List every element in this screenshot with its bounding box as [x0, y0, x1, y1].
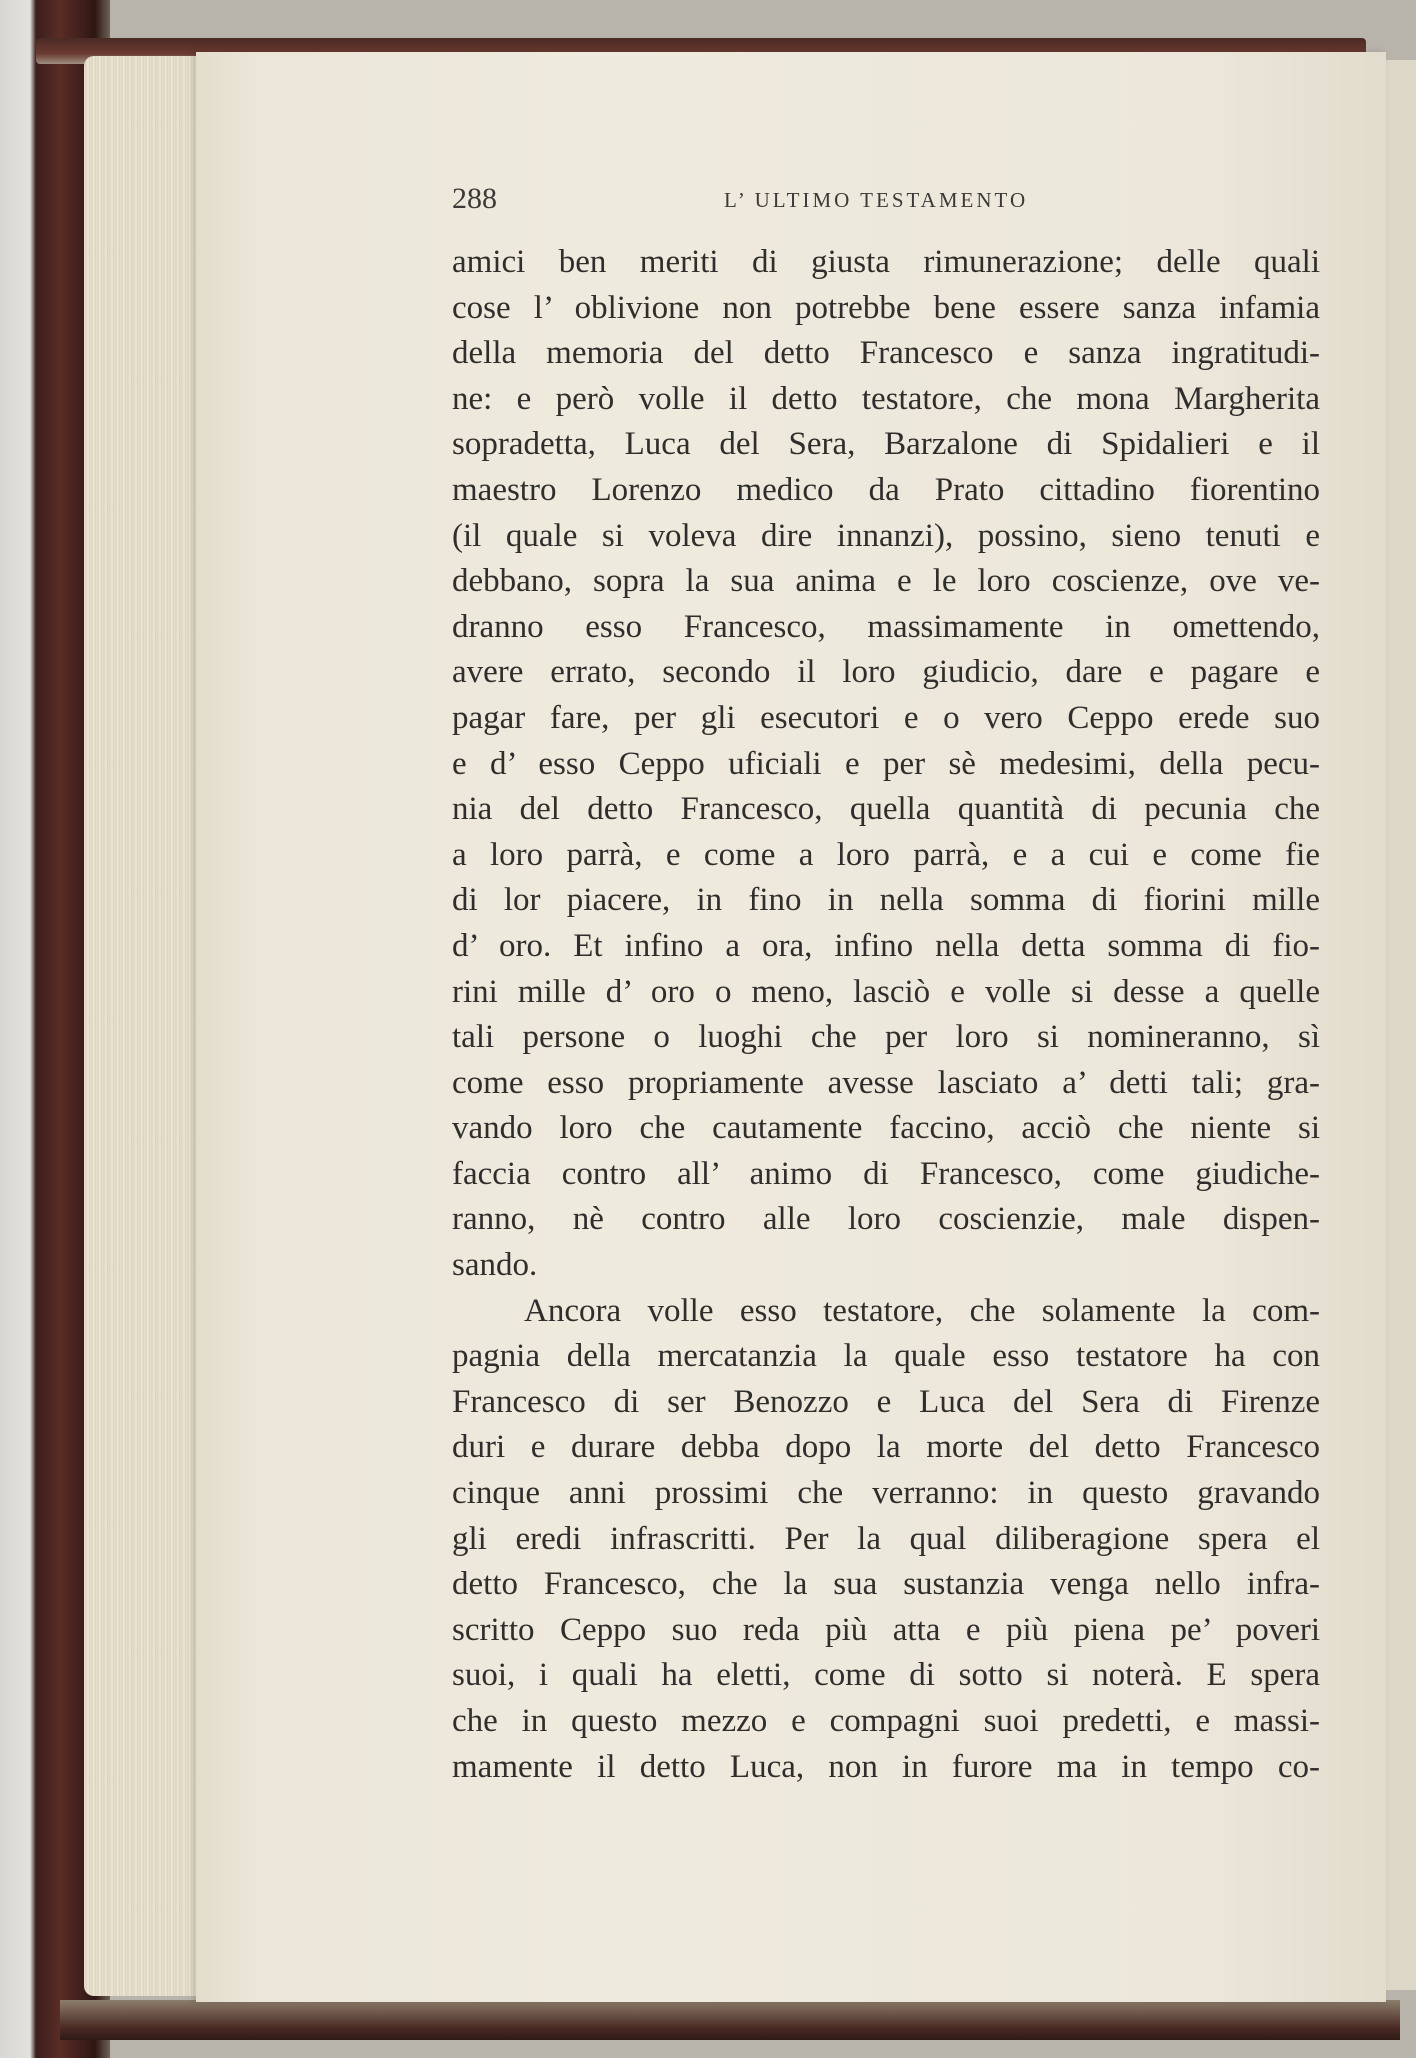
text-line: debbano, sopra la sua anima e le loro coscienze, ove ve-: [452, 563, 1320, 600]
book-binding-bottom: [60, 2000, 1400, 2040]
text-line: sopradetta, Luca del Sera, Barzalone di Spidalieri e il: [452, 426, 1320, 463]
text-line: Francesco di ser Benozzo e Luca del Sera di Firenze: [452, 1383, 1320, 1420]
text-line: rini mille d’ oro o meno, lasciò e volle si desse a quelle: [452, 973, 1320, 1010]
page-edges: [84, 56, 204, 1996]
running-title: L’ ULTIMO TESTAMENTO: [724, 188, 1029, 212]
text-line: scritto Ceppo suo reda più atta e più piena pe’ poveri: [452, 1611, 1320, 1648]
paragraph-2: [452, 1289, 1320, 1791]
text-line: suoi, i quali ha eletti, come di sotto si noterà. E spera: [452, 1657, 1320, 1694]
text-line: a loro parrà, e come a loro parrà, e a cui e come fie: [452, 836, 1320, 873]
text-line: nia del detto Francesco, quella quantità di pecunia che: [452, 791, 1320, 828]
text-line: (il quale si voleva dire innanzi), possino, sieno tenuti e: [452, 517, 1320, 554]
text-line: ranno, nè contro alle loro coscienzie, male dispen-: [452, 1201, 1320, 1238]
text-line: detto Francesco, che la sua sustanzia venga nello infra-: [452, 1566, 1320, 1603]
text-line: duri e durare debba dopo la morte del detto Francesco: [452, 1429, 1320, 1466]
text-line: amici ben meriti di giusta rimunerazione; delle quali: [452, 244, 1320, 280]
paragraph-1: [452, 240, 1320, 1289]
text-line: cose l’ oblivione non potrebbe bene essere sanza infamia: [452, 289, 1320, 326]
text-line: della memoria del detto Francesco e sanza ingratitudi-: [452, 335, 1320, 372]
text-line: faccia contro all’ animo di Francesco, come giudiche-: [452, 1155, 1320, 1192]
text-line: gli eredi infrascritti. Per la qual diliberagione spera el: [452, 1520, 1320, 1557]
text-line: tali persone o luoghi che per loro si nomineranno, sì: [452, 1019, 1320, 1056]
text-line: d’ oro. Et infino a ora, infino nella detta somma di fio-: [452, 927, 1320, 964]
text-line: Ancora volle esso testatore, che solamente la com-: [524, 1292, 1320, 1329]
body-text: [452, 240, 1320, 1790]
text-line: di lor piacere, in fino in nella somma di fiorini mille: [452, 882, 1320, 919]
text-line: dranno esso Francesco, massimamente in omettendo,: [452, 608, 1320, 645]
text-line: ne: e però volle il detto testatore, che mona Margherita: [452, 380, 1320, 417]
text-line: cinque anni prossimi che verranno: in questo gravando: [452, 1475, 1320, 1512]
page-number: 288: [452, 182, 497, 215]
text-line: e d’ esso Ceppo uficiali e per sè medesimi, della pecu-: [452, 745, 1320, 782]
text-line: avere errato, secondo il loro giudicio, dare e pagare e: [452, 654, 1320, 691]
text-line: sando.: [452, 1247, 538, 1284]
page-header: [452, 182, 1322, 222]
text-line: pagnia della mercatanzia la quale esso testatore ha con: [452, 1338, 1320, 1375]
text-line: che in questo mezzo e compagni suoi predetti, e massi-: [452, 1703, 1320, 1739]
text-line: pagar fare, per gli esecutori e o vero Ceppo erede suo: [452, 699, 1320, 736]
text-line: vando loro che cautamente faccino, acciò che niente si: [452, 1110, 1320, 1147]
text-line: mamente il detto Luca, non in furore ma in tempo co-: [452, 1748, 1320, 1785]
text-line: maestro Lorenzo medico da Prato cittadino fiorentino: [452, 471, 1320, 508]
text-line: come esso propriamente avesse lasciato a’ detti tali; gra-: [452, 1064, 1320, 1101]
